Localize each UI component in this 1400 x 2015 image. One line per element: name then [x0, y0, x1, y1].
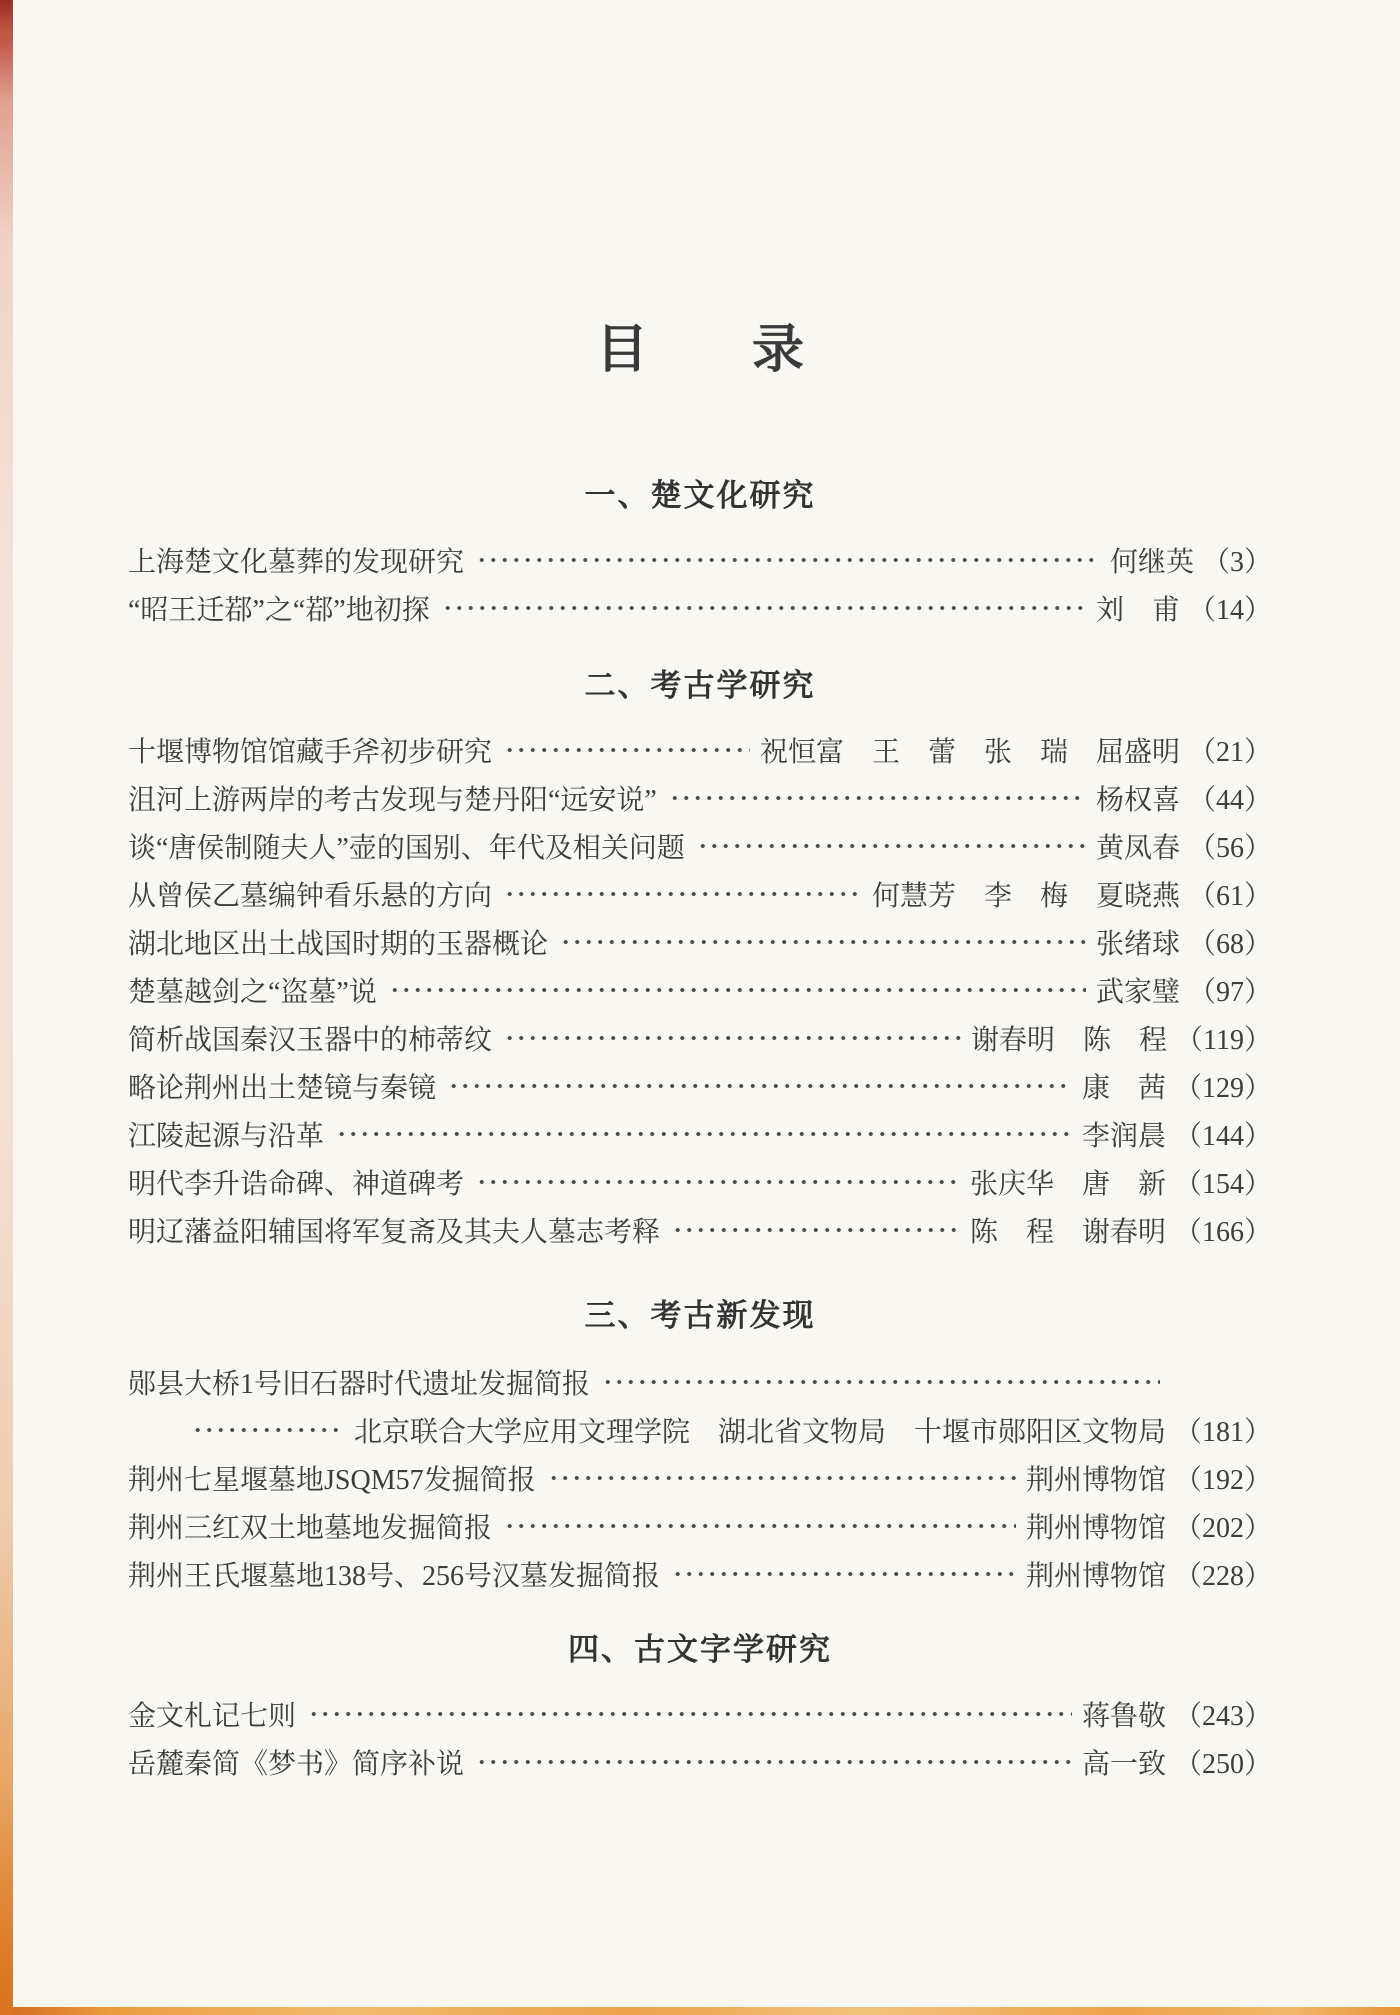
entry-authors: 李润晨 [1081, 1121, 1166, 1152]
toc-entry [128, 1738, 1272, 1786]
entry-page: （97） [1187, 977, 1272, 1008]
toc-section [128, 668, 1272, 1254]
dot-leader [504, 1014, 961, 1062]
scan-edge-bottom [0, 2007, 1400, 2015]
toc-entry [128, 1502, 1272, 1550]
dot-leader [504, 870, 862, 918]
entry-authors: 杨权喜 [1095, 785, 1180, 816]
entry-authors: 陈 程 谢春明 [969, 1217, 1166, 1248]
scan-edge-left [0, 0, 13, 2015]
toc-entry [128, 918, 1272, 966]
entry-authors: 荆州博物馆 [1025, 1465, 1166, 1496]
dot-leader [442, 584, 1086, 632]
entry-title: 荆州王氏堰墓地138号、256号汉墓发掘简报 [128, 1561, 661, 1592]
entry-authors: 张庆华 唐 新 [969, 1169, 1166, 1200]
dot-leader [697, 822, 1086, 870]
entry-title: 明代李升诰命碑、神道碑考 [128, 1169, 465, 1200]
entry-title: 楚墓越剑之“盗墓”说 [128, 977, 377, 1008]
entry-title: 上海楚文化墓葬的发现研究 [128, 547, 465, 578]
toc-section [128, 1632, 1272, 1786]
section-heading: 二、考古学研究 [584, 668, 816, 703]
toc-section [128, 478, 1272, 632]
entry-title: 谈“唐侯制随夫人”壶的国别、年代及相关问题 [128, 833, 685, 864]
entry-page: （44） [1187, 785, 1272, 816]
entry-authors: 高一致 [1081, 1749, 1166, 1780]
entry-authors: 何继英 [1109, 547, 1194, 578]
dot-leader [476, 536, 1100, 584]
entry-page: （250） [1173, 1749, 1272, 1780]
entry-title: 江陵起源与沿革 [128, 1121, 325, 1152]
entry-authors: 刘 甫 [1095, 595, 1180, 626]
dot-leader [504, 726, 750, 774]
entry-title: 荆州三红双土地墓地发掘简报 [128, 1513, 493, 1544]
section-heading: 三、考古新发现 [584, 1298, 816, 1333]
toc-entry [128, 966, 1272, 1014]
scan-corner-mark [0, 0, 11, 48]
entry-title: 略论荆州出土楚镜与秦镜 [128, 1073, 437, 1104]
toc-entry [128, 1014, 1272, 1062]
entry-page: （14） [1187, 595, 1272, 626]
toc-entry [128, 870, 1272, 918]
toc-section [128, 1298, 1272, 1598]
entry-title: 从曾侯乙墓编钟看乐悬的方向 [128, 881, 493, 912]
entry-page: （243） [1173, 1701, 1272, 1732]
entry-page: （154） [1173, 1169, 1272, 1200]
toc-entry [128, 1550, 1272, 1598]
entry-title: 岳麓秦简《梦书》简序补说 [128, 1749, 465, 1780]
entry-page: （166） [1173, 1217, 1272, 1248]
toc-entry [128, 1158, 1272, 1206]
entry-page: （3） [1201, 547, 1272, 578]
dot-leader [504, 1502, 1016, 1550]
section-heading: 一、楚文化研究 [584, 478, 816, 513]
entry-authors: 谢春明 陈 程 [971, 1025, 1168, 1056]
dot-leader [308, 1690, 1072, 1738]
entry-title: 湖北地区出土战国时期的玉器概论 [128, 929, 549, 960]
entry-title: 荆州七星堰墓地JSQM57发掘简报 [128, 1465, 536, 1496]
dot-leader [336, 1110, 1072, 1158]
entry-title: 郧县大桥1号旧石器时代遗址发掘简报 [128, 1369, 591, 1400]
toc-entry [128, 536, 1272, 584]
entry-authors: 蒋鲁敬 [1081, 1701, 1166, 1732]
dot-leader [560, 918, 1086, 966]
entry-authors: 康 茜 [1081, 1073, 1166, 1104]
toc-page [128, 0, 1272, 1786]
dot-leader [548, 1454, 1016, 1502]
entry-authors: 祝恒富 王 蕾 张 瑞 屈盛明 [759, 737, 1180, 768]
toc-entry [128, 584, 1272, 632]
entry-page: （129） [1173, 1073, 1272, 1104]
entry-authors: 北京联合大学应用文理学院 湖北省文物局 十堰市郧阳区文物局 [353, 1417, 1166, 1448]
entry-title: 十堰博物馆馆藏手斧初步研究 [128, 737, 493, 768]
section-heading: 四、古文字学研究 [568, 1632, 832, 1667]
entry-authors: 黄凤春 [1095, 833, 1180, 864]
entry-title: 金文札记七则 [128, 1701, 297, 1732]
dot-leader [602, 1358, 1160, 1406]
toc-entry [128, 822, 1272, 870]
dot-leader [476, 1158, 960, 1206]
entry-authors: 武家璧 [1095, 977, 1180, 1008]
entry-page: （21） [1187, 737, 1272, 768]
toc-entry-continuation [128, 1406, 1272, 1454]
toc-entry [128, 1110, 1272, 1158]
entry-title: 明辽藩益阳辅国将军复斋及其夫人墓志考释 [128, 1217, 661, 1248]
toc-entry [128, 726, 1272, 774]
dot-leader [669, 774, 1086, 822]
toc-title: 目 录 [595, 322, 804, 379]
dot-leader [192, 1406, 344, 1454]
entry-authors: 荆州博物馆 [1025, 1561, 1166, 1592]
dot-leader [448, 1062, 1072, 1110]
entry-page: （228） [1173, 1561, 1272, 1592]
toc-entry [128, 774, 1272, 822]
entry-title: “昭王迁鄀”之“鄀”地初探 [128, 595, 430, 626]
entry-authors: 荆州博物馆 [1025, 1513, 1166, 1544]
toc-entry [128, 1358, 1272, 1406]
toc-entry [128, 1206, 1272, 1254]
dot-leader [672, 1550, 1016, 1598]
toc-entry [128, 1690, 1272, 1738]
dot-leader [389, 966, 1086, 1014]
entry-page: （144） [1173, 1121, 1272, 1152]
entry-authors: 张绪球 [1095, 929, 1180, 960]
toc-entry [128, 1062, 1272, 1110]
entry-page: （61） [1187, 881, 1272, 912]
entry-authors: 何慧芳 李 梅 夏晓燕 [871, 881, 1180, 912]
entry-page: （56） [1187, 833, 1272, 864]
entry-title: 沮河上游两岸的考古发现与楚丹阳“远安说” [128, 785, 657, 816]
entry-title: 简析战国秦汉玉器中的柿蒂纹 [128, 1025, 493, 1056]
toc-sections [128, 478, 1272, 1786]
entry-page: （181） [1173, 1417, 1272, 1448]
entry-page: （202） [1173, 1513, 1272, 1544]
dot-leader [672, 1206, 960, 1254]
entry-page: （68） [1187, 929, 1272, 960]
entry-page: （192） [1173, 1465, 1272, 1496]
entry-page: （119） [1175, 1025, 1272, 1056]
toc-entry [128, 1454, 1272, 1502]
dot-leader [476, 1738, 1072, 1786]
